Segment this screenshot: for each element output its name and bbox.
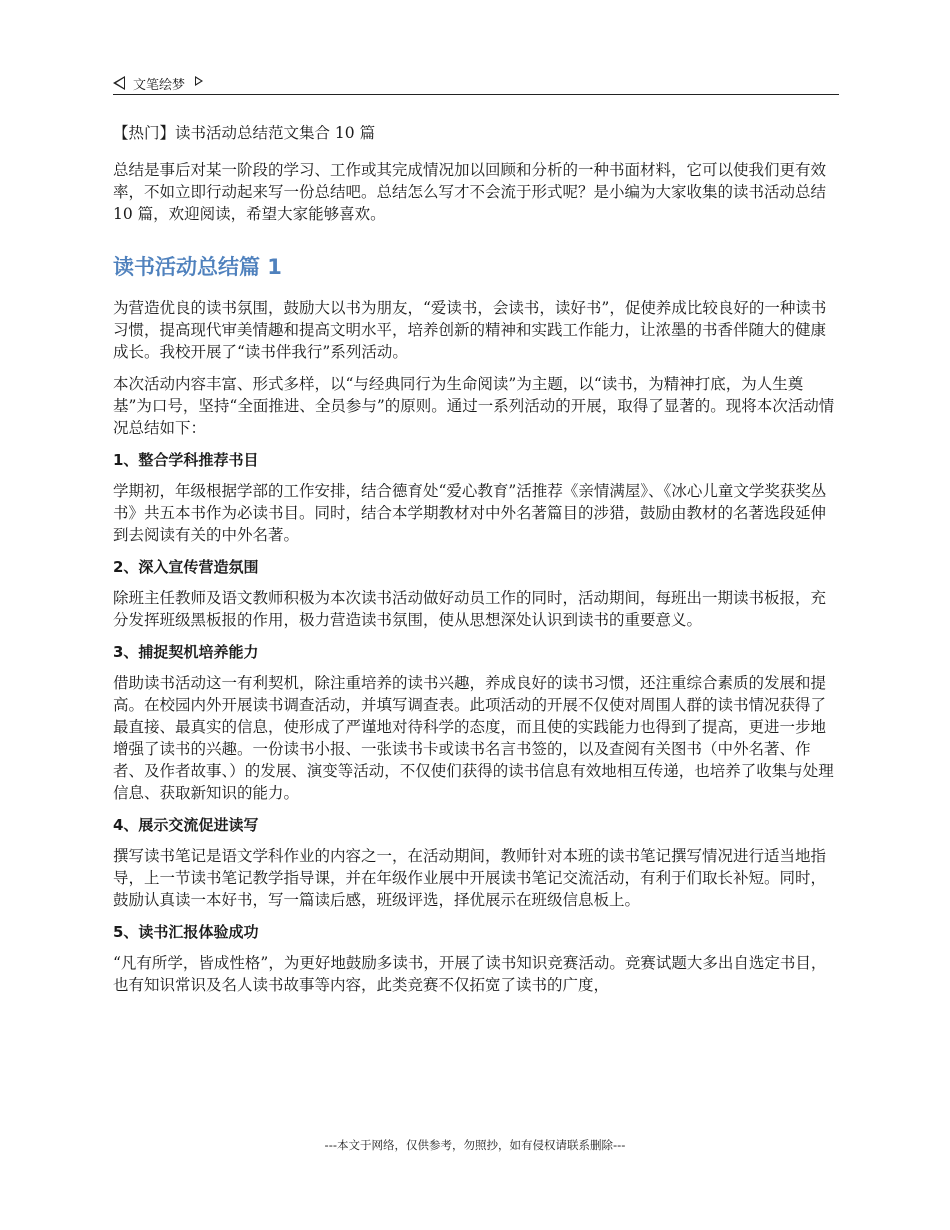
document-body (113, 122, 839, 1006)
item-1-body: 学期初，年级根据学部的工作安排，结合德育处“爱心教育”活推荐《亲情满屋》、《冰心儿童文学奖获奖丛书》共五本书作为必读书目。同时，结合本学期教材对中外名著篇目的涉猎，鼓励由教材的名著选段延伸到去阅读有关的中外名著。 (113, 482, 827, 544)
document-title: 【热门】读书活动总结范文集合 10 篇 (113, 124, 376, 142)
item-1-heading: 1、整合学科推荐书目 (113, 451, 259, 469)
paragraph-1: 为营造优良的读书氛围，鼓励大以书为朋友，“爱读书，会读书，读好书”，促使养成比较良好的一种读书习惯，提高现代审美情趣和提高文明水平，培养创新的精神和实践工作能力，让浓墨的书香伴随大的健康成长。我校开展了“读书伴我行”系列活动。 (113, 299, 827, 361)
item-5-heading: 5、读书汇报体验成功 (113, 923, 259, 941)
brand-right-triangle-icon (195, 76, 203, 86)
brand-name: 文笔绘梦 (133, 77, 186, 93)
item-2-heading: 2、深入宣传营造氛围 (113, 558, 259, 576)
section-title: 读书活动总结篇 1 (113, 255, 282, 279)
item-3-heading: 3、捕捉契机培养能力 (113, 643, 259, 661)
brand-left-triangle-icon (113, 76, 125, 90)
item-3-body: 借助读书活动这一有利契机，除注重培养的读书兴趣，养成良好的读书习惯，还注重综合素质的发展和提高。在校园内外开展读书调查活动，并填写调查表。此项活动的开展不仅使对周围人群的读书情况获得了最直接、最真实的信息，使形成了严谨地对待科学的态度，而且使的实践能力也得到了提高，更进一步地增强了读书的兴趣。一份读书小报、一张读书卡或读书名言书签的，以及查阅有关图书（中外名著、作者、及作者故事、）的发展、演变等活动，不仅使们获得的读书信息有效地相互传递，也培养了收集与处理信息、获取新知识的能力。 (113, 674, 834, 802)
footer-notice: ---本文于网络，仅供参考，勿照抄，如有侵权请联系删除--- (324, 1138, 626, 1152)
intro-paragraph: 总结是事后对某一阶段的学习、工作或其完成情况加以回顾和分析的一种书面材料，它可以使我们更有效率，不如立即行动起来写一份总结吧。总结怎么写才不会流于形式呢？是小编为大家收集的读书活动总结 10 篇，欢迎阅读，希望大家能够喜欢。 (113, 161, 827, 223)
paragraph-2: 本次活动内容丰富、形式多样，以“与经典同行为生命阅读”为主题，以“读书，为精神打底，为人生奠基”为口号，坚持“全面推进、全员参与”的原则。通过一系列活动的开展，取得了显著的。现将本次活动情况总结如下： (113, 375, 835, 437)
item-5-body: “凡有所学，皆成性格”，为更好地鼓励多读书，开展了读书知识竞赛活动。竞赛试题大多出自选定书目，也有知识常识及名人读书故事等内容，此类竞赛不仅拓宽了读书的广度， (113, 954, 827, 994)
page-header (113, 72, 839, 95)
item-4-heading: 4、展示交流促进读写 (113, 816, 259, 834)
item-4-body: 撰写读书笔记是语文学科作业的内容之一，在活动期间，教师针对本班的读书笔记撰写情况进行适当地指导，上一节读书笔记教学指导课，并在年级作业展中开展读书笔记交流活动，有利于们取长补短。同时，鼓励认真读一本好书，写一篇读后感，班级评选，择优展示在班级信息板上。 (113, 847, 827, 909)
item-2-body: 除班主任教师及语文教师积极为本次读书活动做好动员工作的同时，活动期间，每班出一期读书板报，充分发挥班级黑板报的作用，极力营造读书氛围，使从思想深处认识到读书的重要意义。 (113, 589, 827, 629)
